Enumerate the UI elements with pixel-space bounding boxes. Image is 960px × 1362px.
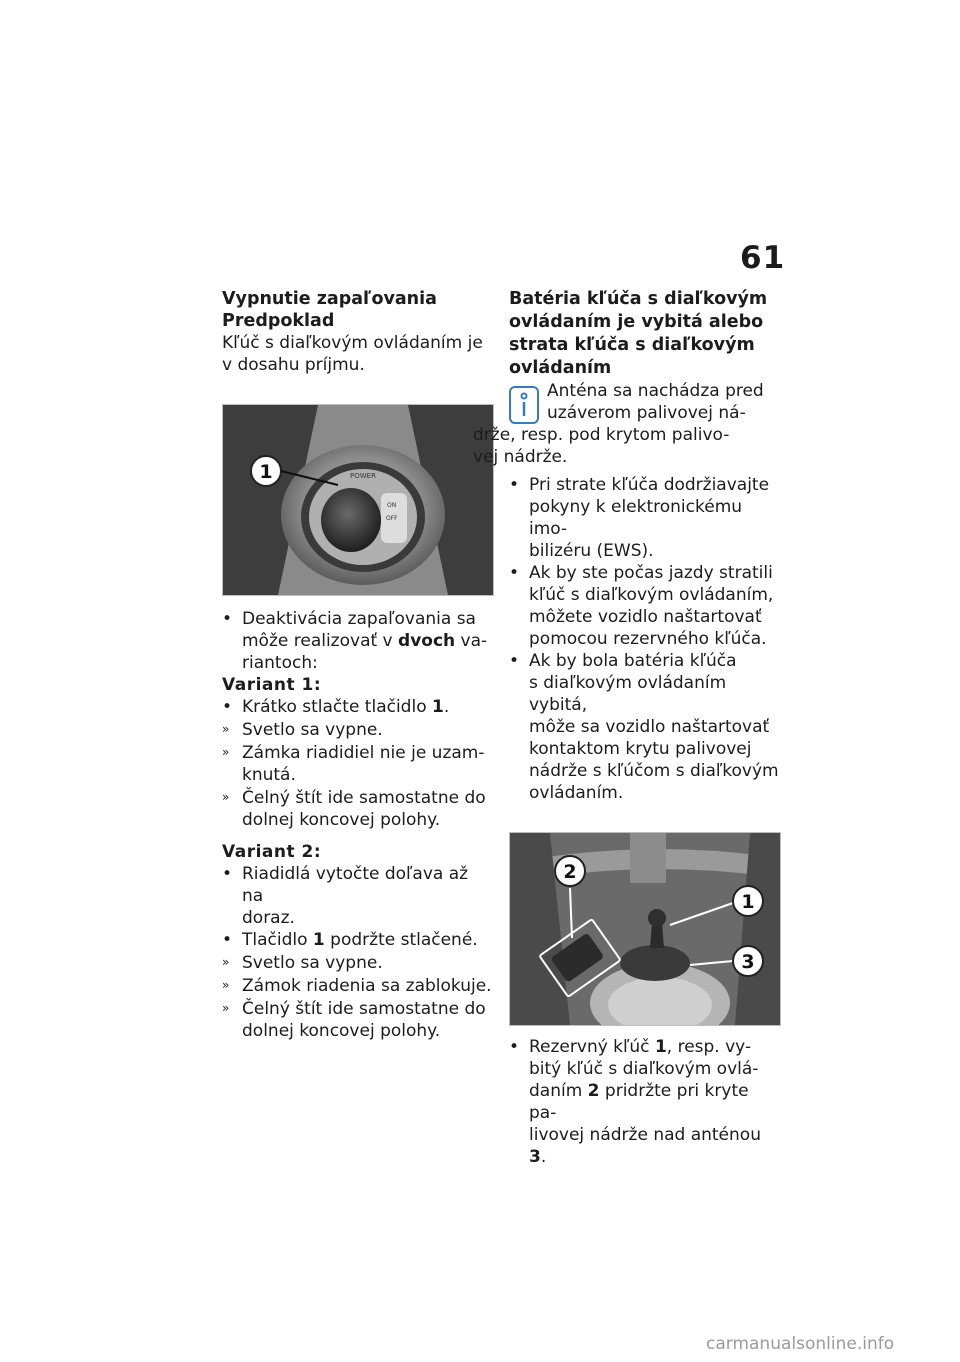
variant2-result1: » Svetlo sa vypne.: [222, 953, 383, 973]
variant1-step: • Krátko stlačte tlačidlo 1.: [222, 697, 450, 717]
left-column: [222, 288, 492, 1042]
callout-2: 2: [563, 861, 577, 883]
variant2-result3: » Čelný štít ide samostatne do dolnej koncovej polohy.: [222, 999, 486, 1041]
ignition-lock-figure: [222, 404, 494, 596]
section-heading: Vypnutie zapaľovania: [222, 289, 437, 309]
lock-on-label: ON: [387, 502, 397, 509]
lock-power-label: POWER: [350, 472, 376, 480]
watermark: carmanualsonline.info: [706, 1334, 895, 1354]
fuel-tank-illustration: [510, 833, 780, 1025]
note-line-2: uzáverom palivovej ná-: [547, 403, 746, 423]
callout-1b: 1: [741, 891, 755, 913]
precondition-heading: Predpoklad: [222, 311, 335, 331]
variant1-result1: » Svetlo sa vypne.: [222, 720, 383, 740]
callout-1: 1: [259, 461, 273, 483]
page-number: 61: [740, 240, 786, 276]
note-line-3: drže, resp. pod krytom palivo-: [473, 425, 730, 445]
fuel-tank-figure: [509, 832, 781, 1026]
variant2-result2: » Zámok riadenia sa zablokuje.: [222, 976, 492, 996]
lost-key-bullet: • Ak by ste počas jazdy stratili kľúč s diaľkovým ovládaním, môžete vozidlo naštartovať pomocou rezervného kľúča.: [509, 563, 774, 649]
right-column: [473, 288, 781, 1168]
variant1-result3: » Čelný štít ide samostatne do dolnej koncovej polohy.: [222, 788, 486, 830]
dead-battery-bullet: • Ak by bola batéria kľúča s diaľkovým ovládaním vybitá, môže sa vozidlo naštartovať kontaktom krytu palivovej nádrže s kľúčom s diaľkovým ovládaním.: [509, 651, 779, 803]
spare-key-bullet: • Rezervný kľúč 1, resp. vy- bitý kľúč s diaľkovým ovlá- daním 2 pridržte pri kryte pa- livovej nádrže nad anténou 3.: [509, 1037, 761, 1167]
ignition-lock-illustration: [223, 405, 493, 595]
note-line-1: Anténa sa nachádza pred: [547, 381, 764, 401]
antenna-note: [473, 380, 781, 468]
battery-heading: Batéria kľúča s diaľkovým ovládaním je vybitá alebo strata kľúča s diaľkovým ovládaním: [509, 289, 768, 378]
variant2-step2: • Tlačidlo 1 podržte stlačené.: [222, 930, 478, 950]
info-icon: [509, 386, 539, 424]
note-line-4: vej nádrže.: [473, 447, 568, 467]
intro-bullet: • Deaktivácia zapaľovania sa môže realizovať v dvoch va- riantoch:: [222, 609, 488, 673]
lock-off-label: OFF: [386, 515, 398, 522]
ews-bullet: • Pri strate kľúča dodržiavajte pokyny k elektronickému imo- bilizéru (EWS).: [509, 475, 770, 561]
variant2-step1: • Riadidlá vytočte doľava až na doraz.: [222, 864, 469, 928]
variant2-label: Variant 2:: [222, 842, 322, 862]
precondition-text: Kľúč s diaľkovým ovládaním je v dosahu príjmu.: [222, 333, 483, 375]
variant1-result2: » Zámka riadidiel nie je uzam- knutá.: [222, 743, 485, 785]
callout-3: 3: [741, 951, 755, 973]
variant1-label: Variant 1:: [222, 675, 322, 695]
